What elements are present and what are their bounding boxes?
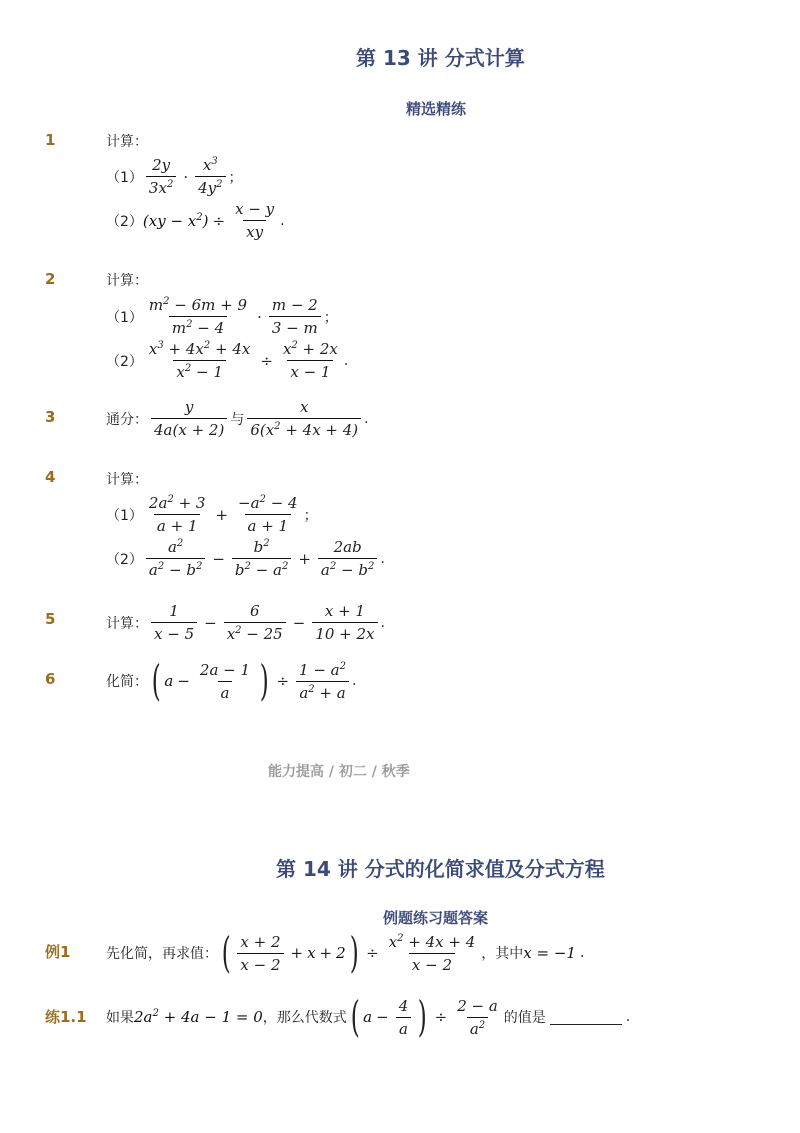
lecture13-title: 第 13 讲 分式计算 xyxy=(356,46,525,70)
end-mark: . xyxy=(380,614,385,631)
tail-text: 的值是 xyxy=(503,1010,546,1026)
problem-4-part-1: （1） $\frac{2a^2 + 3}{a + 1}$ + $\frac{-a^2 - 4}{a + 1}$ ； xyxy=(106,494,318,535)
fraction: $\frac{m - 2}{3 - m}$ xyxy=(269,296,321,337)
fraction: $\frac{m^2 - 6m + 9}{m^2 - 4}$ xyxy=(148,296,248,337)
problem-1-part-2: （2） $(xy - x^2)$ ÷ $\frac{x - y}{xy}$ . xyxy=(106,200,285,241)
problem-prompt: 计算： xyxy=(106,615,148,632)
fraction: $\frac{2a^2 + 3}{a + 1}$ xyxy=(148,494,206,535)
lecture13-subtitle: 精选精练 xyxy=(406,100,467,118)
fraction: $\frac{-a^2 - 4}{a + 1}$ xyxy=(238,494,298,535)
end-mark: . xyxy=(625,1009,631,1025)
problem-5-line: 计算： $\frac{1}{x - 5}$ − $\frac{6}{x^2 - 25}$ − $\frac{x + 1}{10 + 2x}$ . xyxy=(106,602,385,643)
end-mark: . xyxy=(352,673,357,689)
fraction: $\frac{x^2 + 4x + 4}{x - 2}$ xyxy=(388,932,476,974)
example-1-line: 先化简，再求值： ( $\frac{x + 2}{x - 2}$ + x + 2 ) ÷ $\frac{x^2 + 4x + 4}{x - 2}$ ，其中 x = −1 . xyxy=(106,928,585,977)
problem-3-line xyxy=(106,398,369,439)
fraction: $\frac{6}{x^2 - 25}$ xyxy=(224,602,286,643)
end-mark: . xyxy=(364,410,369,427)
problem-2-part-2: （2） $\frac{x^3 + 4x^2 + 4x}{x^2 - 1}$ ÷ $\frac{x^2 + 2x}{x - 1}$ . xyxy=(106,340,349,381)
problem-number: 6 xyxy=(45,670,56,688)
part-label: （2） xyxy=(106,551,143,568)
problem-number: 2 xyxy=(45,270,56,288)
fraction: $\frac{x^3 + 4x^2 + 4x}{x^2 - 1}$ xyxy=(148,340,251,381)
fraction: $\frac{x + 1}{10 + 2x}$ xyxy=(312,602,377,643)
end-mark: ； xyxy=(228,169,243,186)
fraction: $\frac{2y}{3x^2}$ xyxy=(146,156,176,197)
example-number: 例1 xyxy=(45,943,71,961)
part-label: （1） xyxy=(106,309,143,326)
joiner-text: 与 xyxy=(230,411,245,428)
answer-blank xyxy=(550,1010,622,1025)
problem-prompt: 计算： xyxy=(106,472,148,488)
practice-number: 练1.1 xyxy=(45,1008,87,1026)
fraction: $\frac{2ab}{a^2 - b^2}$ xyxy=(318,538,377,579)
fraction: $\frac{x}{6(x^2 + 4x + 4)}$ xyxy=(247,398,361,439)
lecture14-subtitle: 例题练习题答案 xyxy=(383,909,489,927)
end-mark: ； xyxy=(303,507,318,524)
practice-1-1-line: 如果 $2a^2 + 4a - 1 = 0$ ，那么代数式 ( a − $\frac{4}{a}$ ) ÷ $\frac{2 - a}{a^2}$ 的值是 . xyxy=(106,992,631,1041)
fraction: $\frac{4}{a}$ xyxy=(396,997,412,1038)
part-label: （2） xyxy=(106,353,143,370)
fraction: $\frac{1 - a^2}{a^2 + a}$ xyxy=(296,661,349,702)
part-label: （1） xyxy=(106,507,143,524)
end-mark: . xyxy=(343,352,349,369)
fraction: $\frac{x^3}{4y^2}$ xyxy=(195,156,225,197)
problem-number: 1 xyxy=(45,131,56,149)
fraction: $\frac{a^2}{a^2 - b^2}$ xyxy=(146,538,205,579)
fraction: $\frac{y}{4a(x + 2)}$ xyxy=(151,398,227,439)
problem-number: 5 xyxy=(45,610,56,628)
practice-prompt: 如果 xyxy=(106,1010,134,1026)
middle-text: ，那么代数式 xyxy=(262,1010,347,1026)
fraction: $\frac{1}{x - 5}$ xyxy=(151,602,197,643)
condition-text: ，其中 xyxy=(481,946,524,962)
problem-prompt: 通分： xyxy=(106,411,148,428)
end-mark: . xyxy=(579,945,585,961)
problem-prompt: 计算： xyxy=(106,273,148,289)
page-footer: 能力提高 / 初二 / 秋季 xyxy=(268,764,410,780)
fraction: $\frac{x - y}{xy}$ xyxy=(235,200,275,241)
problem-number: 3 xyxy=(45,408,56,426)
end-mark: ； xyxy=(323,309,338,326)
problem-prompt: 计算： xyxy=(106,134,148,150)
problem-6-line: 化简： ( a − $\frac{2a - 1}{a}$ ) ÷ $\frac{1 - a^2}{a^2 + a}$ . xyxy=(106,656,357,705)
problem-2-part-1: （1） $\frac{m^2 - 6m + 9}{m^2 - 4}$ · $\frac{m - 2}{3 - m}$ ； xyxy=(106,296,338,337)
fraction: $\frac{x + 2}{x - 2}$ xyxy=(237,933,283,974)
fraction: $\frac{x^2 + 2x}{x - 1}$ xyxy=(282,340,338,381)
part-label: （1） xyxy=(106,169,143,186)
problem-number: 4 xyxy=(45,468,56,486)
end-mark: . xyxy=(280,212,285,229)
problem-1-part-1: （1） $\frac{2y}{3x^2}$ · $\frac{x^3}{4y^2}$ ； xyxy=(106,156,243,197)
part-label: （2） xyxy=(106,213,143,230)
problem-prompt: 化简： xyxy=(106,674,148,690)
fraction: $\frac{2a - 1}{a}$ xyxy=(199,660,251,702)
example-prompt: 先化简，再求值： xyxy=(106,946,218,962)
fraction: $\frac{2 - a}{a^2}$ xyxy=(457,996,498,1038)
end-mark: . xyxy=(380,550,385,567)
fraction: $\frac{b^2}{b^2 - a^2}$ xyxy=(232,538,291,579)
lecture14-title: 第 14 讲 分式的化简求值及分式方程 xyxy=(276,857,605,881)
problem-4-part-2: （2） $\frac{a^2}{a^2 - b^2}$ − $\frac{b^2}{b^2 - a^2}$ + $\frac{2ab}{a^2 - b^2}$ . xyxy=(106,538,385,579)
